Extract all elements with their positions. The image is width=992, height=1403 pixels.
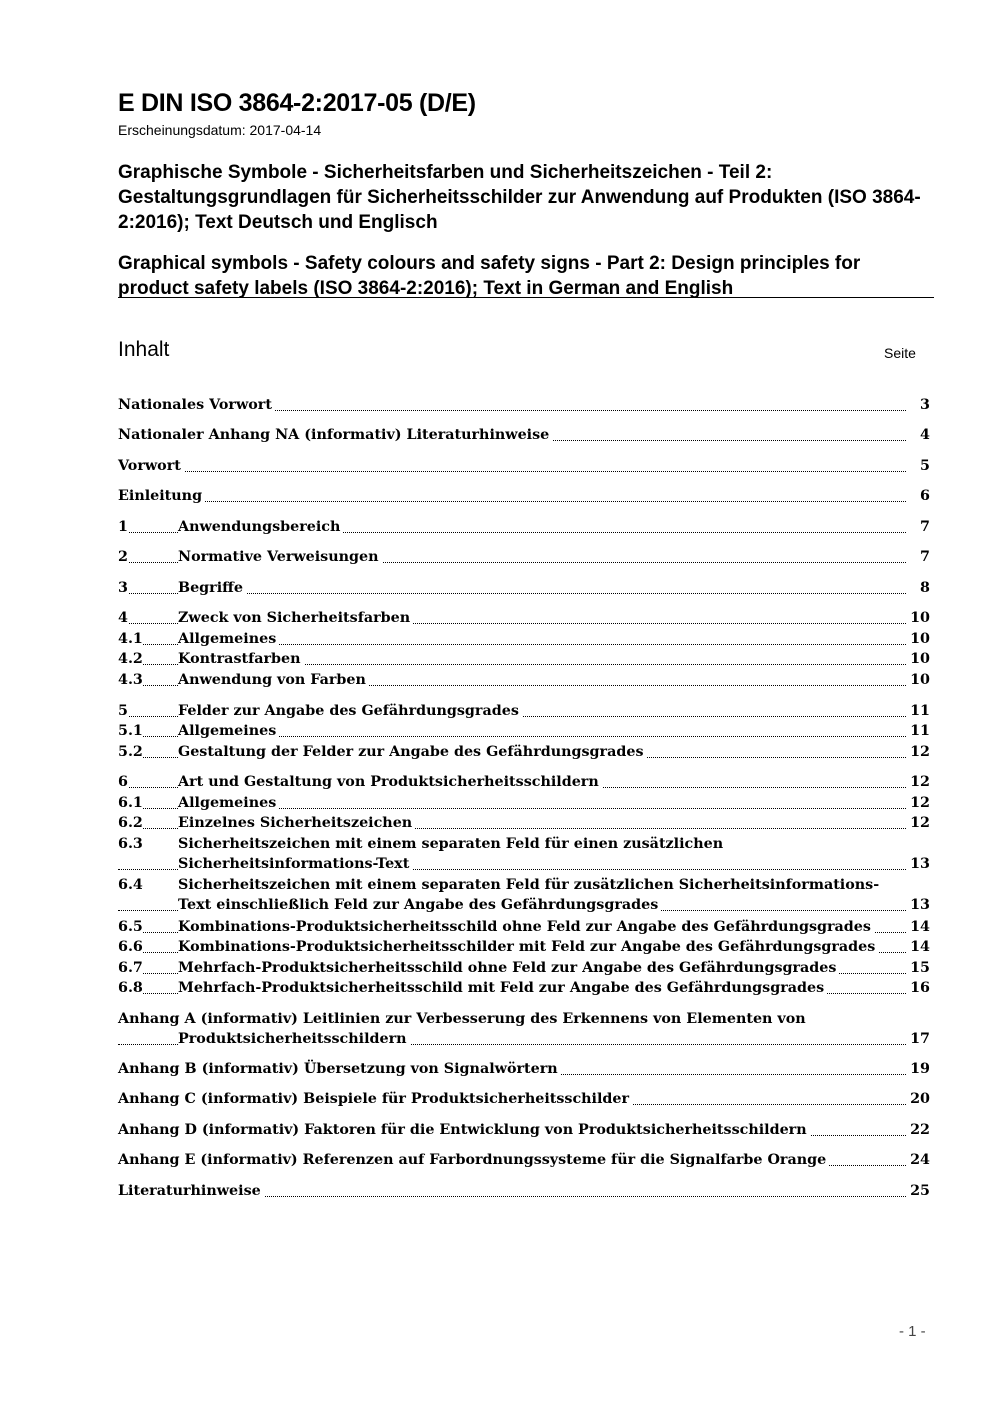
toc-entry-number: 6.1	[118, 795, 143, 811]
toc-entry-page: 20	[910, 1091, 930, 1107]
toc-entry[interactable]	[118, 1120, 930, 1140]
toc-entry[interactable]	[118, 547, 930, 567]
toc-entry-number: 6.8	[118, 980, 143, 996]
toc-entry-number: 6.2	[118, 815, 143, 831]
toc-entry[interactable]	[118, 721, 930, 741]
toc-entry[interactable]	[118, 1029, 930, 1049]
toc-entry[interactable]	[118, 1089, 930, 1109]
toc-entry-title: Normative Verweisungen	[178, 547, 382, 567]
toc-entry-page: 19	[910, 1061, 930, 1077]
title-german: Graphische Symbole - Sicherheitsfarben und Sicherheitszeichen - Teil 2: Gestaltungsgrundlagen für Sicherheitsschilder zur Anwendung auf Produkten (ISO 3864-2:2016); Text Deutsch und Englisch	[118, 162, 921, 233]
toc-entry-page: 7	[920, 549, 930, 565]
title-english: Graphical symbols - Safety colours and safety signs - Part 2: Design principles for product safety labels (ISO 3864-2:2016); Text in German and English	[118, 253, 861, 299]
document-id: E DIN ISO 3864-2:2017-05 (D/E)	[118, 89, 476, 117]
toc-entry-page: 17	[910, 1031, 930, 1047]
toc-entry-title: Kontrastfarben	[178, 649, 304, 669]
toc-entry[interactable]	[118, 608, 930, 628]
toc-entry[interactable]	[118, 1150, 930, 1170]
toc-entry-page: 22	[910, 1122, 930, 1138]
toc-entry-number: 6	[118, 774, 128, 790]
toc-entry-number: 4.2	[118, 651, 143, 667]
toc-entry-page: 15	[910, 960, 930, 976]
toc-entry-page: 7	[920, 519, 930, 535]
toc-entry-page: 12	[910, 744, 930, 760]
toc-entry-number: 6.4	[118, 877, 143, 893]
toc-entry-title: Kombinations-Produktsicherheitsschild ohne Feld zur Angabe des Gefährdungsgrades	[178, 917, 874, 937]
toc-entry-title: Zweck von Sicherheitsfarben	[178, 608, 413, 628]
toc-entry[interactable]	[118, 958, 930, 978]
toc-entry-page: 25	[910, 1183, 930, 1199]
toc-entry-number: 1	[118, 519, 128, 535]
toc-entry-number: 6.3	[118, 836, 143, 852]
toc-entry-title: Allgemeines	[178, 793, 279, 813]
toc-entry-page: 10	[910, 631, 930, 647]
toc-entry[interactable]	[118, 701, 930, 721]
toc-entry[interactable]	[118, 834, 930, 854]
publication-date: Erscheinungsdatum: 2017-04-14	[118, 122, 322, 138]
toc-entry[interactable]	[118, 1009, 930, 1029]
toc-entry-title: Anwendungsbereich	[178, 517, 343, 537]
toc-entry-title: Vorwort	[118, 456, 184, 476]
toc-entry-title: Literaturhinweise	[118, 1181, 264, 1201]
toc-entry-title-continued: Produktsicherheitsschildern	[178, 1029, 410, 1049]
toc-entry-number: 4.1	[118, 631, 143, 647]
toc-entry[interactable]	[118, 1181, 930, 1201]
toc-entry-title: Einleitung	[118, 486, 205, 506]
toc-entry-title: Begriffe	[178, 578, 246, 598]
toc-entry-page: 14	[910, 919, 930, 935]
toc-entry-page: 11	[910, 723, 930, 739]
toc-entry-number: 6.5	[118, 919, 143, 935]
toc-entry-title: Art und Gestaltung von Produktsicherheitsschildern	[178, 772, 602, 792]
toc-entry[interactable]	[118, 578, 930, 598]
toc-entry-page: 12	[910, 815, 930, 831]
toc-entry[interactable]	[118, 742, 930, 762]
toc-entry-number: 6.6	[118, 939, 143, 955]
toc-entry[interactable]	[118, 425, 930, 445]
toc-entry-title: Nationaler Anhang NA (informativ) Literaturhinweise	[118, 425, 552, 445]
toc-dot-leader	[118, 471, 906, 472]
toc-entry-page: 13	[910, 856, 930, 872]
toc-entry-title: Anhang B (informativ) Übersetzung von Signalwörtern	[118, 1059, 561, 1079]
toc-entry[interactable]	[118, 486, 930, 506]
toc-entry[interactable]	[118, 772, 930, 792]
toc-heading: Inhalt	[118, 338, 170, 361]
toc-entry-number: 2	[118, 549, 128, 565]
toc-entry-page: 14	[910, 939, 930, 955]
toc-entry[interactable]	[118, 670, 930, 690]
toc-entry-title: Anhang E (informativ) Referenzen auf Farbordnungssysteme für die Signalfarbe Orange	[118, 1150, 829, 1170]
toc-entry-title-continued: Text einschließlich Feld zur Angabe des Gefährdungsgrades	[178, 895, 661, 915]
toc-dot-leader	[118, 501, 906, 502]
toc-entry-title: Sicherheitszeichen mit einem separaten Feld für einen zusätzlichen	[178, 834, 726, 854]
toc-entry[interactable]	[118, 875, 930, 895]
toc-entry-title: Mehrfach-Produktsicherheitsschild mit Feld zur Angabe des Gefährdungsgrades	[178, 978, 827, 998]
toc-entry-title: Anhang C (informativ) Beispiele für Produktsicherheitsschilder	[118, 1089, 632, 1109]
toc-entry-title: Anwendung von Farben	[178, 670, 369, 690]
toc-entry[interactable]	[118, 395, 930, 415]
toc-entry-page: 24	[910, 1152, 930, 1168]
toc-entry-number: 4.3	[118, 672, 143, 688]
toc-entry[interactable]	[118, 456, 930, 476]
toc-entry-page: 3	[920, 397, 930, 413]
toc-entry-title: Mehrfach-Produktsicherheitsschild ohne Feld zur Angabe des Gefährdungsgrades	[178, 958, 839, 978]
toc-entry[interactable]	[118, 629, 930, 649]
toc-entry[interactable]	[118, 813, 930, 833]
toc-entry[interactable]	[118, 1059, 930, 1079]
toc-entry-number: 3	[118, 580, 128, 596]
toc-entry-number: 5.2	[118, 744, 143, 760]
toc-entry[interactable]	[118, 917, 930, 937]
toc-entry-number: 4	[118, 610, 128, 626]
toc-entry-title: Sicherheitszeichen mit einem separaten Feld für zusätzlichen Sicherheitsinformations-	[178, 875, 882, 895]
toc-entry-number: 6.7	[118, 960, 143, 976]
toc-entry[interactable]	[118, 649, 930, 669]
toc-entry-title: Anhang A (informativ) Leitlinien zur Verbesserung des Erkennens von Elementen von	[118, 1009, 809, 1029]
toc-entry-page: 13	[910, 897, 930, 913]
toc-entry-page: 4	[920, 427, 930, 443]
toc-page-column-label: Seite	[884, 345, 916, 361]
toc-entry[interactable]	[118, 517, 930, 537]
toc-entry-page: 8	[920, 580, 930, 596]
toc-entry-title: Kombinations-Produktsicherheitsschilder mit Feld zur Angabe des Gefährdungsgrades	[178, 937, 878, 957]
toc-entry-page: 16	[910, 980, 930, 996]
toc-entry[interactable]	[118, 978, 930, 998]
title-divider	[118, 297, 934, 298]
toc-entry-title: Felder zur Angabe des Gefährdungsgrades	[178, 701, 522, 721]
toc-entry-page: 6	[920, 488, 930, 504]
toc-entry-page: 10	[910, 672, 930, 688]
toc-entry-page: 10	[910, 651, 930, 667]
toc-entry-title: Gestaltung der Felder zur Angabe des Gefährdungsgrades	[178, 742, 647, 762]
toc-entry[interactable]	[118, 895, 930, 915]
toc-entry-page: 12	[910, 774, 930, 790]
toc-entry[interactable]	[118, 937, 930, 957]
toc-entry[interactable]	[118, 793, 930, 813]
toc-entry-title: Nationales Vorwort	[118, 395, 275, 415]
toc-entry-page: 5	[920, 458, 930, 474]
toc-entry-page: 11	[910, 703, 930, 719]
toc-entry-number: 5	[118, 703, 128, 719]
toc-entry[interactable]	[118, 854, 930, 874]
toc-entry-page: 10	[910, 610, 930, 626]
toc-entry-title: Einzelnes Sicherheitszeichen	[178, 813, 415, 833]
toc-entry-title-continued: Sicherheitsinformations-Text	[178, 854, 412, 874]
page-number: - 1 -	[899, 1323, 926, 1340]
toc-entry-page: 12	[910, 795, 930, 811]
toc-entry-number: 5.1	[118, 723, 143, 739]
toc-entry-title: Allgemeines	[178, 721, 279, 741]
toc-entry-title: Anhang D (informativ) Faktoren für die Entwicklung von Produktsicherheitsschildern	[118, 1120, 810, 1140]
toc-entry-title: Allgemeines	[178, 629, 279, 649]
